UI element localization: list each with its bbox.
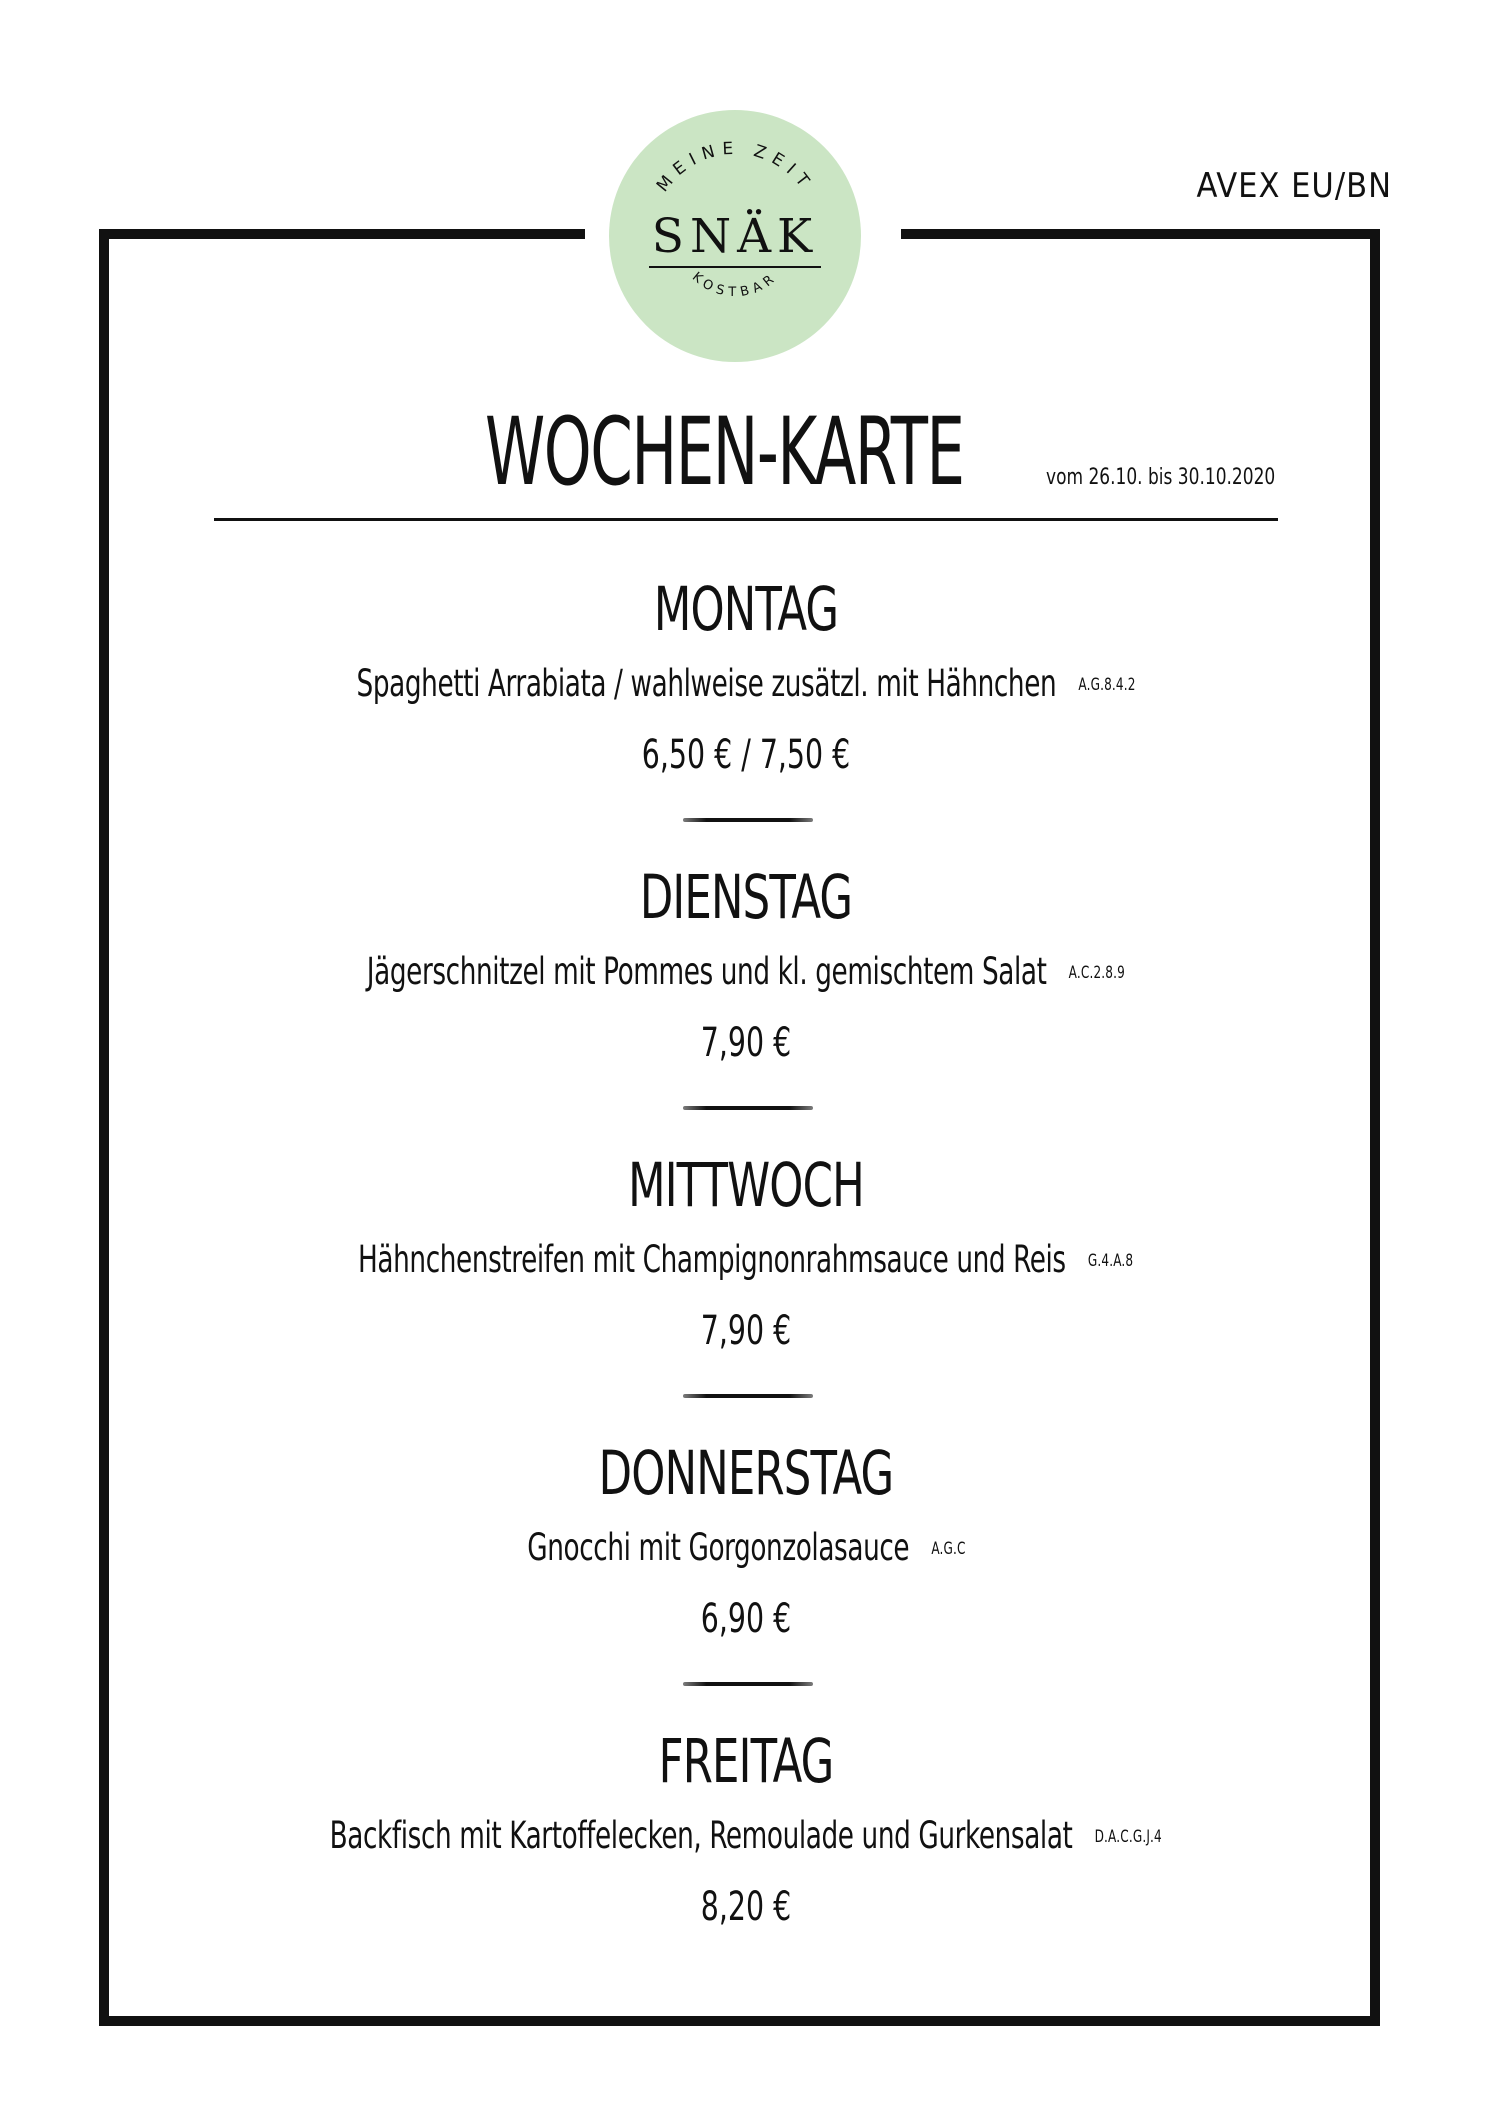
day-separator [683, 1394, 813, 1398]
title-divider [214, 518, 1278, 521]
dish-content [330, 1813, 1162, 1859]
day-thursday [214, 1438, 1278, 1726]
dish-price: 6,90 € [700, 1596, 792, 1642]
dish-price: 7,90 € [700, 1020, 792, 1066]
dish-content [367, 949, 1125, 995]
dish-price: 6,50 € / 7,50 € [641, 732, 851, 778]
allergen-codes: G.4.A.8 [1088, 1251, 1134, 1271]
weekly-menu [214, 574, 1278, 2014]
dish-name: Hähnchenstreifen mit Champignonrahmsauce und Reis [358, 1238, 1067, 1281]
dish-content [527, 1525, 965, 1571]
allergen-codes: A.C.2.8.9 [1068, 963, 1126, 983]
logo-artwork [609, 110, 861, 362]
day-wednesday [214, 1150, 1278, 1438]
day-separator [683, 1682, 813, 1686]
day-tuesday [214, 862, 1278, 1150]
date-range: vom 26.10. bis 30.10.2020 [1046, 465, 1276, 490]
menu-heading [214, 398, 1278, 510]
dish-content [358, 1237, 1133, 1283]
dish-line [214, 949, 1278, 995]
logo-bottom-text: KOSTBAR [689, 269, 781, 301]
allergen-codes: D.A.C.G.J.4 [1094, 1827, 1163, 1847]
day-name: DIENSTAG [639, 862, 853, 933]
logo-name: SNÄK [651, 209, 819, 264]
day-friday [214, 1726, 1278, 2014]
day-name: MITTWOCH [628, 1150, 864, 1221]
dish-name: Gnocchi mit Gorgonzolasauce [526, 1526, 909, 1569]
brand-code: AVEX EU/BN [1196, 166, 1392, 206]
day-name: FREITAG [658, 1726, 834, 1797]
dish-price: 7,90 € [700, 1308, 792, 1354]
snak-logo [609, 110, 861, 362]
day-name: DONNERSTAG [598, 1438, 894, 1509]
page-title: WOCHEN-KARTE [485, 398, 964, 507]
dish-line [214, 1237, 1278, 1283]
day-monday [214, 574, 1278, 862]
dish-line [214, 1525, 1278, 1571]
day-name: MONTAG [653, 574, 839, 645]
dish-name: Spaghetti Arrabiata / wahlweise zusätzl. mit Hähnchen [356, 662, 1057, 705]
allergen-codes: A.G.8.4.2 [1078, 675, 1136, 695]
day-separator [683, 1106, 813, 1110]
dish-content [356, 661, 1135, 707]
day-separator [683, 818, 813, 822]
logo-top-text: MEINE ZEIT [652, 138, 818, 196]
dish-line [214, 1813, 1278, 1859]
dish-line [214, 661, 1278, 707]
dish-name: Backfisch mit Kartoffelecken, Remoulade und Gurkensalat [329, 1814, 1073, 1857]
allergen-codes: A.G.C [930, 1539, 966, 1559]
dish-price: 8,20 € [700, 1884, 792, 1930]
dish-name: Jägerschnitzel mit Pommes und kl. gemischtem Salat [366, 950, 1047, 993]
